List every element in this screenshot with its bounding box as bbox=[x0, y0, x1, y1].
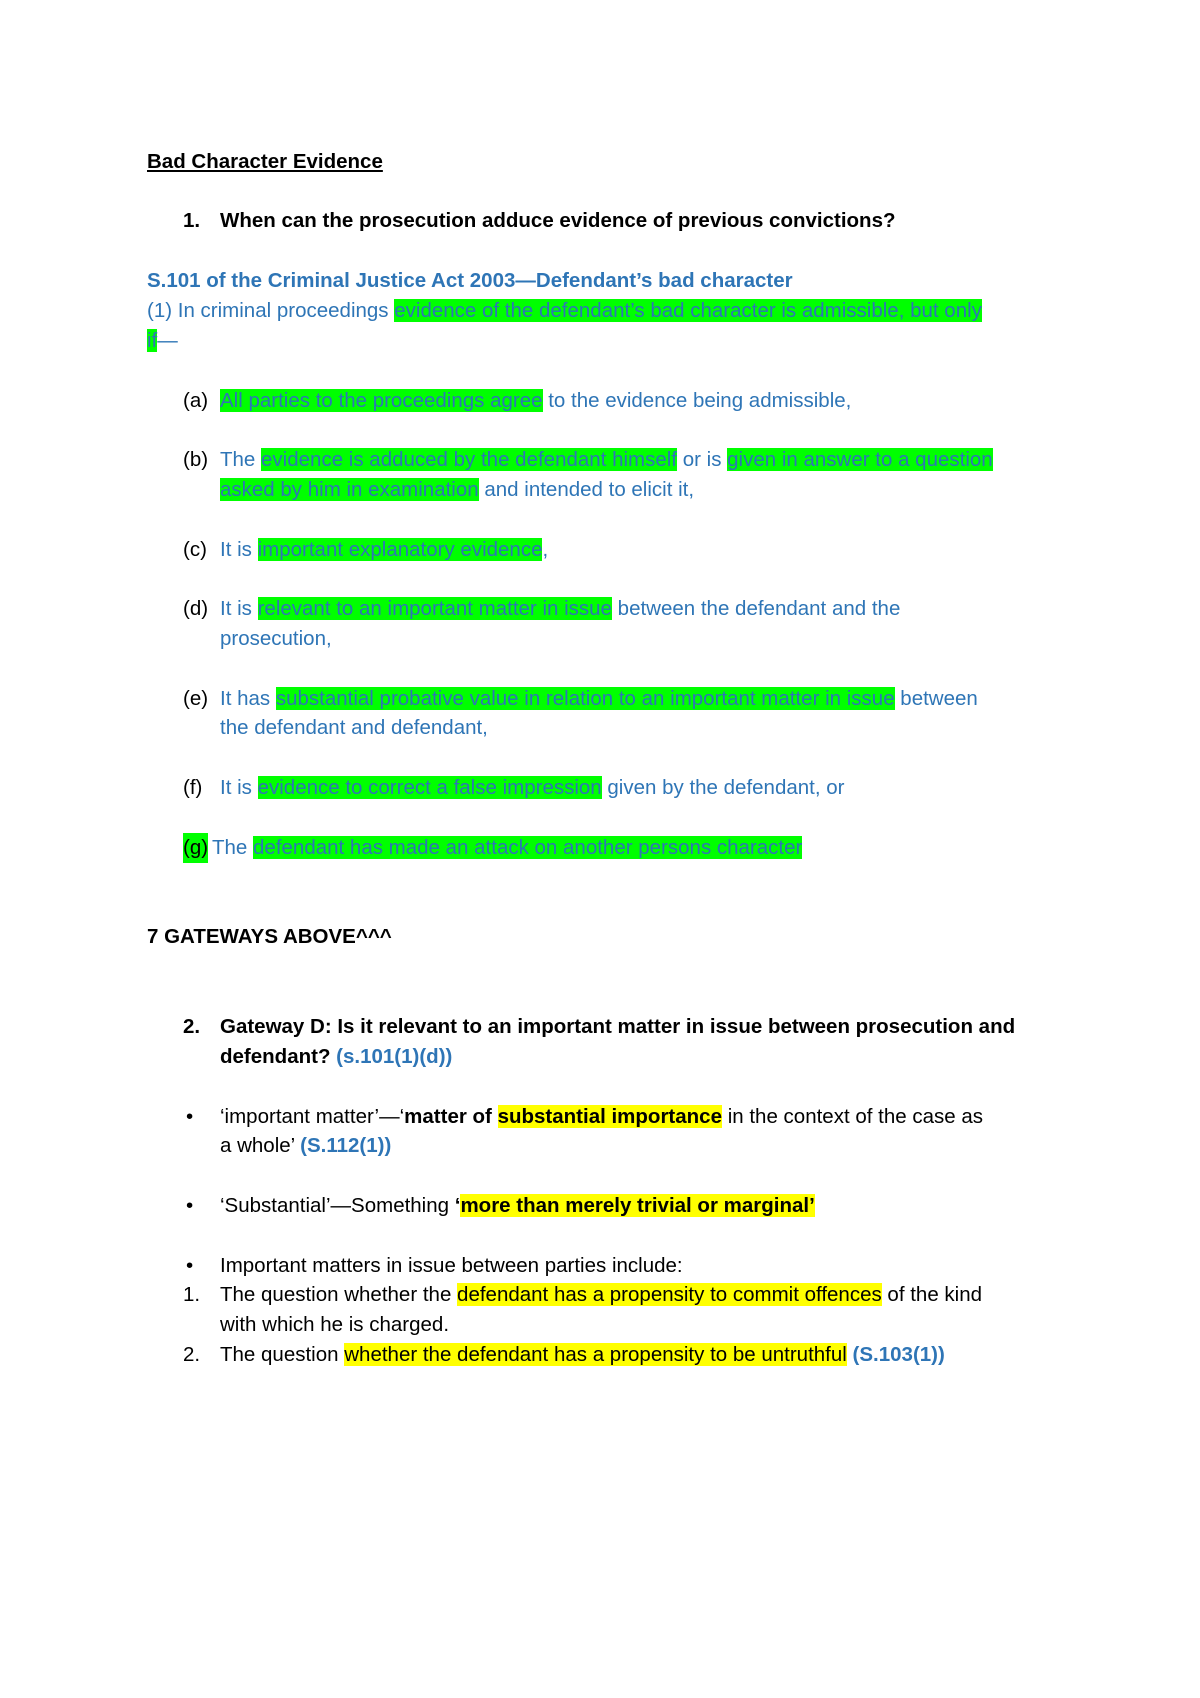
item-c-label: (c) bbox=[183, 538, 207, 561]
item-e-label: (e) bbox=[183, 687, 209, 710]
highlight-admissible: evidence of the defendant’s bad character is admissible, but only bbox=[394, 299, 982, 322]
item-c-text: It is important explanatory evidence, bbox=[220, 538, 549, 561]
bullet-1-line2: a whole’ (S.112(1)) bbox=[220, 1134, 392, 1157]
item-a-text: All parties to the proceedings agree to the evidence being admissible, bbox=[220, 389, 852, 412]
matter-1-line2: with which he is charged. bbox=[220, 1313, 450, 1336]
matter-2-text: The question whether the defendant has a propensity to be untruthful (S.103(1)) bbox=[220, 1343, 945, 1366]
item-b-line2: asked by him in examination and intended to elicit it, bbox=[220, 478, 695, 501]
bullet-2-text: ‘Substantial’—Something ‘more than merely trivial or marginal’ bbox=[220, 1194, 815, 1217]
matter-2-number: 2. bbox=[183, 1343, 201, 1366]
section-ref: (S.112(1)) bbox=[300, 1134, 392, 1157]
question-2-line1: Gateway D: Is it relevant to an important matter in issue between prosecution and bbox=[220, 1015, 1016, 1038]
subsection-1-line1: (1) In criminal proceedings evidence of the defendant’s bad character is admissible, but only bbox=[147, 299, 982, 322]
section-heading: S.101 of the Criminal Justice Act 2003—Defendant’s bad character bbox=[147, 269, 793, 292]
item-f-text: It is evidence to correct a false impression given by the defendant, or bbox=[220, 776, 845, 799]
bullet-icon: • bbox=[186, 1105, 194, 1128]
section-ref: (S.103(1)) bbox=[846, 1343, 945, 1366]
matter-1-line1: The question whether the defendant has a propensity to commit offences of the kind bbox=[220, 1283, 983, 1306]
bullet-icon: • bbox=[186, 1194, 194, 1217]
item-a-label: (a) bbox=[183, 389, 209, 412]
gateways-note: 7 GATEWAYS ABOVE^^^ bbox=[147, 925, 392, 948]
item-d-label: (d) bbox=[183, 597, 209, 620]
item-d-line2: prosecution, bbox=[220, 627, 332, 650]
section-ref: (s.101(1)(d)) bbox=[336, 1045, 453, 1068]
question-1-text: When can the prosecution adduce evidence of previous convictions? bbox=[220, 209, 896, 232]
item-d-line1: It is relevant to an important matter in issue between the defendant and the bbox=[220, 597, 901, 620]
question-1-number: 1. bbox=[183, 209, 201, 232]
subsection-1-line2: if— bbox=[147, 329, 178, 352]
item-b-line1: The evidence is adduced by the defendant himself or is given in answer to a question bbox=[220, 448, 993, 471]
item-b-label: (b) bbox=[183, 448, 209, 471]
item-e-line1: It has substantial probative value in relation to an important matter in issue between bbox=[220, 687, 978, 710]
bullet-icon: • bbox=[186, 1254, 194, 1277]
page-title: Bad Character Evidence bbox=[147, 150, 383, 173]
bullet-1-line1: ‘important matter’—‘matter of substantial importance in the context of the case as bbox=[220, 1105, 983, 1128]
item-e-line2: the defendant and defendant, bbox=[220, 716, 488, 739]
item-g-label: (g) bbox=[183, 833, 208, 863]
item-g-text: The defendant has made an attack on another persons character bbox=[212, 836, 803, 859]
question-2-line2: defendant? (s.101(1)(d)) bbox=[220, 1045, 453, 1068]
item-f-label: (f) bbox=[183, 776, 203, 799]
question-2-number: 2. bbox=[183, 1015, 201, 1038]
matter-1-number: 1. bbox=[183, 1283, 201, 1306]
bullet-3-text: Important matters in issue between parties include: bbox=[220, 1254, 683, 1277]
